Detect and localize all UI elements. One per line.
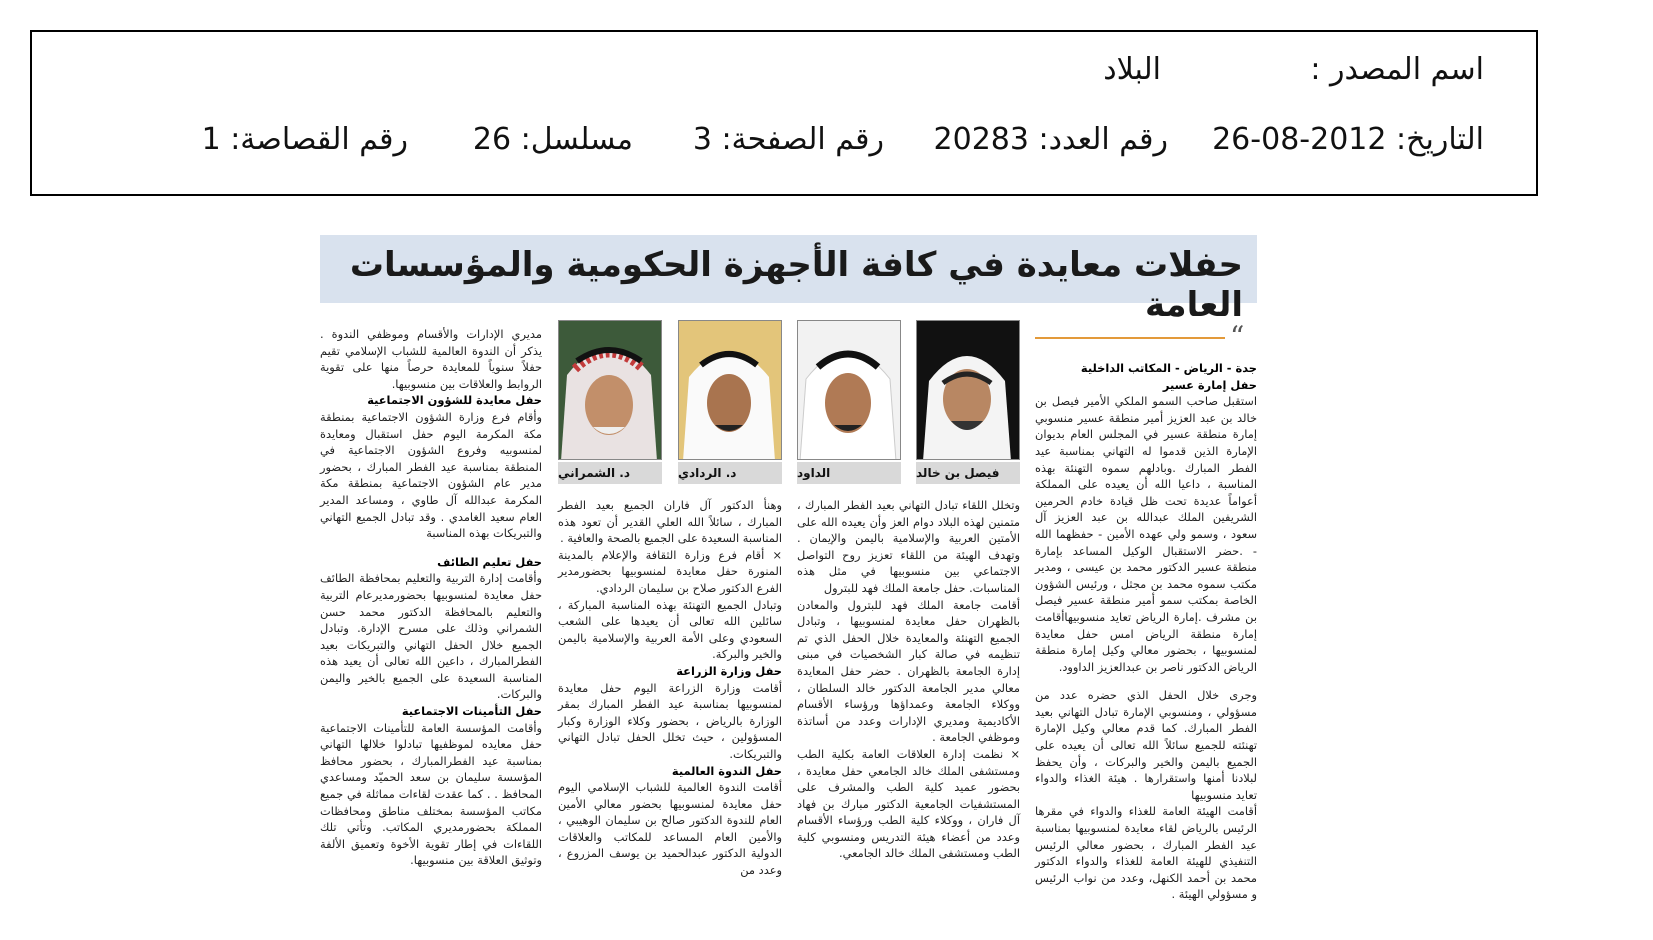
dateline: جدة - الرياض - المكاتب الداخلية [1080, 361, 1257, 375]
paragraph: وتبادل الجميع التهنئة بهذه المناسبة المباركة ، سائلين الله تعالى أن يعيدها على الشعب السعودي وعلى الأمة العربية والإسلامية باليمن والخير والبركة. [558, 597, 782, 662]
paragraph: × نظمت إدارة العلاقات العامة بكلية الطب ومستشفى الملك خالد الجامعي حفل معايدة ، بحضور عميد كلية الطب والمشرف على المستشفيات الجامعية الدكتور مبارك بن فهاد آل فاران ، ووكلاء كلية الطب ورؤساء الأقسام وعدد من أعضاء هيئة التدريس ومنسوبي كلية الطب ومستشفى الملك خالد الجامعي. [797, 746, 1020, 861]
section-heading: حفل إمارة عسير [1162, 377, 1257, 392]
article-headline: حفلات معايدة في كافة الأجهزة الحكومية والمؤسسات العامة [349, 245, 1243, 325]
paragraph: أقامت وزارة الزراعة اليوم حفل معايدة لمنسوبيها بمناسبة عيد الفطر المبارك بمقر الوزارة بالرياض ، بحضور وكلاء الوزارة وكبار المسؤولين ، حيث تخلل الحفل تبادل التهاني والتبريكات. [558, 680, 782, 761]
article-column-1 [1035, 360, 1257, 903]
section-heading: حفل الندوة العالمية [671, 763, 782, 778]
paragraph: مديري الإدارات والأقسام وموظفي الندوة . يذكر أن الندوة العالمية للشباب الإسلامي تقيم حفلاً سنوياً للمعايدة حرصاً منها على تقوية الروابط والعلاقات بين منسوبيها. [320, 327, 542, 391]
serial-number: مسلسل: 26 [472, 122, 633, 157]
divider [1035, 337, 1225, 339]
section-heading: حفل معايدة للشؤون الاجتماعية [367, 393, 542, 408]
source-label: اسم المصدر : [1310, 52, 1484, 87]
date: التاريخ: 2012-08-26 [1212, 122, 1484, 157]
paragraph: أقامت جامعة الملك فهد للبترول والمعادن بالظهران حفل معايدة لمنسوبيها ، وتبادل الجميع التهنئة والمعايدة خلال الحفل الذي تم تنظيمه في صالة كبار الشخصيات في مبنى إدارة الجامعة بالظهران . حضر حفل المعايدة معالي مدير الجامعة الدكتور خالد السلطان ، ووكلاء الجامعة وعمداؤها ورؤساء الأقسام الأكاديمية ومديري الإدارات وعدد من أساتذة وموظفي الجامعة . [797, 597, 1020, 745]
headline-bar [320, 235, 1257, 325]
page-number: رقم الصفحة: 3 [692, 122, 884, 157]
paragraph: وأقامت المؤسسة العامة للتأمينات الاجتماعية حفل معايده لموظفيها تبادلوا خلالها التهاني بمناسبة عيد الفطرالمبارك ، بحضور محافظ المؤسسة سليمان بن سعد الحميّد ومساعدي المحافظ . . كما عقدت لقاءات مماثلة في جميع مكاتب المؤسسة بمختلف مناطق ومحافظات المملكة بحضورمديري المكاتب. وتأتي تلك اللقاءات في إطار تقوية الأخوة وتعميق الألفة وتوثيق العلاقة بين منسوبيها. [320, 720, 542, 868]
paragraph: أقامت الندوة العالمية للشباب الإسلامي اليوم حفل معايدة لمنسوبيها بحضور معالي الأمين العام للندوة الدكتور صالح بن سليمان الوهيبي ، والأمين العام المساعد للمكاتب والعلاقات الدولية الدكتور عبدالحميد بن يوسف المزروع ، وعدد من [558, 780, 782, 878]
paragraph: استقبل صاحب السمو الملكي الأمير فيصل بن خالد بن عبد العزيز أمير منطقة عسير منسوبي إمارة منطقة عسير في المجلس العام بديوان الإمارة الذين قدموا له التهاني بمناسبة عيد الفطر المبارك .وبادلهم سموه التهنئة بهذه المناسبة ، داعيا الله أن يعيده على المملكة أعواماً عديدة تحت ظل قيادة خادم الحرمين الشريفين الملك عبدالله بن عبد العزيز آل سعود ، وسمو ولي عهده الأمين - حفظهما الله - .حضر الاستقبال الوكيل المساعد بإمارة منطقة عسير الدكتور محمد بن عيسى ، ومدير مكتب سموه محمد بن مجثل ، ورئيس الشؤون الخاصة بمكتب سمو أمير منطقة عسير فيصل بن مشرف .إمارة الرياض تعايد منسوبيهاأقامت إمارة منطقة الرياض امس حفل معايدة لمنسوبيها ، بحضور معالي وكيل إمارة منطقة الرياض الدكتور ناصر بن عبدالعزيز الداوود. [1035, 394, 1257, 674]
paragraph: وجرى خلال الحفل الذي حضره عدد من مسؤولي ، ومنسوبي الإمارة تبادل التهاني بعيد الفطر المبارك. كما قدم معالي وكيل الإمارة تهنئته للجميع سائلاً الله تعالى أن يعيده على الجميع باليمن والخير والبركات ، وأن يحفظ لبلادنا أمنها واستقرارها . هيئة الغذاء والدواء تعايد منسوبيها [1035, 688, 1257, 802]
clip-number: رقم القصاصة: 1 [201, 122, 408, 157]
section-heading: حفل التأمينات الاجتماعية [401, 704, 542, 719]
portrait-photo [558, 320, 662, 460]
photo-caption: الداود [797, 462, 901, 484]
quote-mark-icon: “ [1230, 320, 1245, 353]
article-column-4 [320, 326, 542, 869]
section-heading: حفل وزارة الزراعة [676, 663, 782, 678]
portrait-photo [797, 320, 901, 460]
paragraph: وأقام فرع وزارة الشؤون الاجتماعية بمنطقة مكة المكرمة اليوم حفل استقبال ومعايدة لمنسوبيه وفروع الشؤون الاجتماعية في المنطقة بمناسبة عيد الفطر المبارك ، بحضور مدير عام الشؤون الاجتماعية بمنطقة مكة المكرمة عبدالله آل طاوي ، ومساعد المدير العام سعيد الغامدي . وقد تبادل الجميع التهاني والتبريكات بهذه المناسبة [320, 409, 542, 541]
portrait-photo [678, 320, 782, 460]
photo-caption: د. الردادي [678, 462, 782, 484]
paragraph: وأقامت إدارة التربية والتعليم بمحافظة الطائف حفل معايدة لمنسوبيها بحضورمديرعام التربية والتعليم بالمحافظة الدكتور محمد حسن الشمراني وذلك على مسرح الإدارة. وتبادل الجميع خلال الحفل التهاني والتبريكات بعيد الفطرالمبارك ، داعين الله تعالى أن يعيد هذه المناسبة السعيدة على الجميع بالخير واليمن والبركات. [320, 571, 542, 702]
photo-caption: فيصل بن خالد [916, 462, 1020, 484]
paragraph: × أقام فرع وزارة الثقافة والإعلام بالمدينة المنورة حفل معايدة لمنسوبيها بحضورمدير الفرع الدكتور صلاح بن سليمان الردادي. [558, 547, 782, 595]
paragraph: أقامت الهيئة العامة للغذاء والدواء في مقرها الرئيس بالرياض لقاء معايدة لمنسوبيها بمناسبة عيد الفطر المبارك ، بحضور معالي الرئيس التنفيذي للهيئة العامة للغذاء والدواء الدكتور محمد بن أحمد الكنهل، وعدد من نواب الرئيس و مسؤولي الهيئة . [1035, 804, 1257, 902]
source-info-box [30, 30, 1538, 196]
paragraph: وهنأ الدكتور آل فاران الجميع بعيد الفطر المبارك ، سائلاً الله العلي القدير أن تعود هذه المناسبة السعيدة على الجميع بالصحة والعافية . [558, 498, 782, 546]
section-heading: حفل تعليم الطائف [437, 554, 542, 569]
paragraph: وتخلل اللقاء تبادل التهاني بعيد الفطر المبارك ، متمنين لهذه البلاد دوام العز وأن يعيده الله على الأمتين العربية والإسلامية باليمن والإيمان . وتهدف الهيئة من اللقاء تعزيز روح التواصل الاجتماعي بين منسوبيها في مثل هذه المناسبات. حفل جامعة الملك فهد للبترول [797, 498, 1020, 595]
article-column-2 [797, 497, 1020, 862]
source-value: البلاد [1103, 52, 1161, 87]
portrait-photo [916, 320, 1020, 460]
photo-caption: د. الشمراني [558, 462, 662, 484]
article-column-3 [558, 497, 782, 879]
issue-number: رقم العدد: 20283 [933, 122, 1168, 157]
